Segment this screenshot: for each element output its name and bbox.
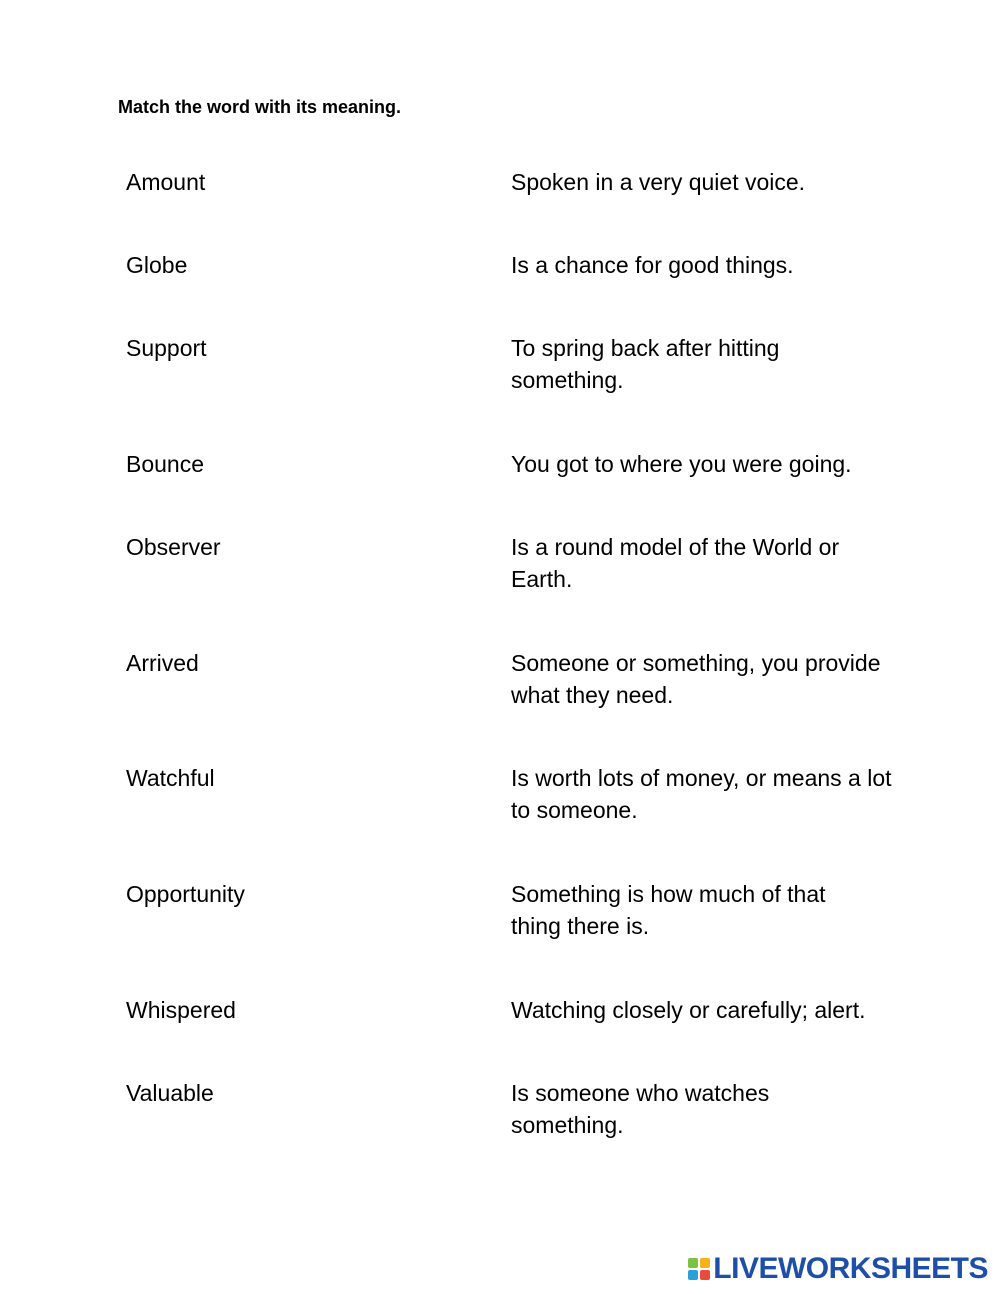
word-item: Valuable <box>126 1080 214 1106</box>
word-item: Whispered <box>126 997 236 1023</box>
meaning-item: Is a round model of the World or Earth. <box>511 534 840 592</box>
word-item: Globe <box>126 252 188 278</box>
logo-square-icon <box>688 1258 698 1268</box>
word-item: Amount <box>126 169 206 195</box>
logo-mark-icon <box>688 1258 710 1280</box>
instruction-text: Match the word with its meaning. <box>118 97 402 117</box>
meaning-item: Something is how much of that thing there is. <box>511 881 826 939</box>
meaning-item: Is worth lots of money, or means a lot to someone. <box>511 765 892 823</box>
meaning-item: Is a chance for good things. <box>511 252 794 278</box>
word-item: Opportunity <box>126 881 245 907</box>
meaning-item: Someone or something, you provide what they need. <box>511 650 881 708</box>
logo-square-icon <box>700 1258 710 1268</box>
meaning-item: Watching closely or carefully; alert. <box>511 997 866 1023</box>
word-item: Support <box>126 335 207 361</box>
meaning-item: You got to where you were going. <box>511 451 852 477</box>
word-item: Observer <box>126 534 221 560</box>
logo-square-icon <box>700 1270 710 1280</box>
word-item: Bounce <box>126 451 205 477</box>
liveworksheets-logo <box>688 1252 988 1286</box>
word-item: Arrived <box>126 650 199 676</box>
word-item: Watchful <box>126 765 215 791</box>
logo-text: LIVEWORKSHEETS <box>713 1252 988 1285</box>
meaning-item: Spoken in a very quiet voice. <box>511 169 806 195</box>
meaning-item: Is someone who watches something. <box>511 1080 770 1138</box>
logo-square-icon <box>688 1270 698 1280</box>
meaning-item: To spring back after hitting something. <box>511 335 780 393</box>
